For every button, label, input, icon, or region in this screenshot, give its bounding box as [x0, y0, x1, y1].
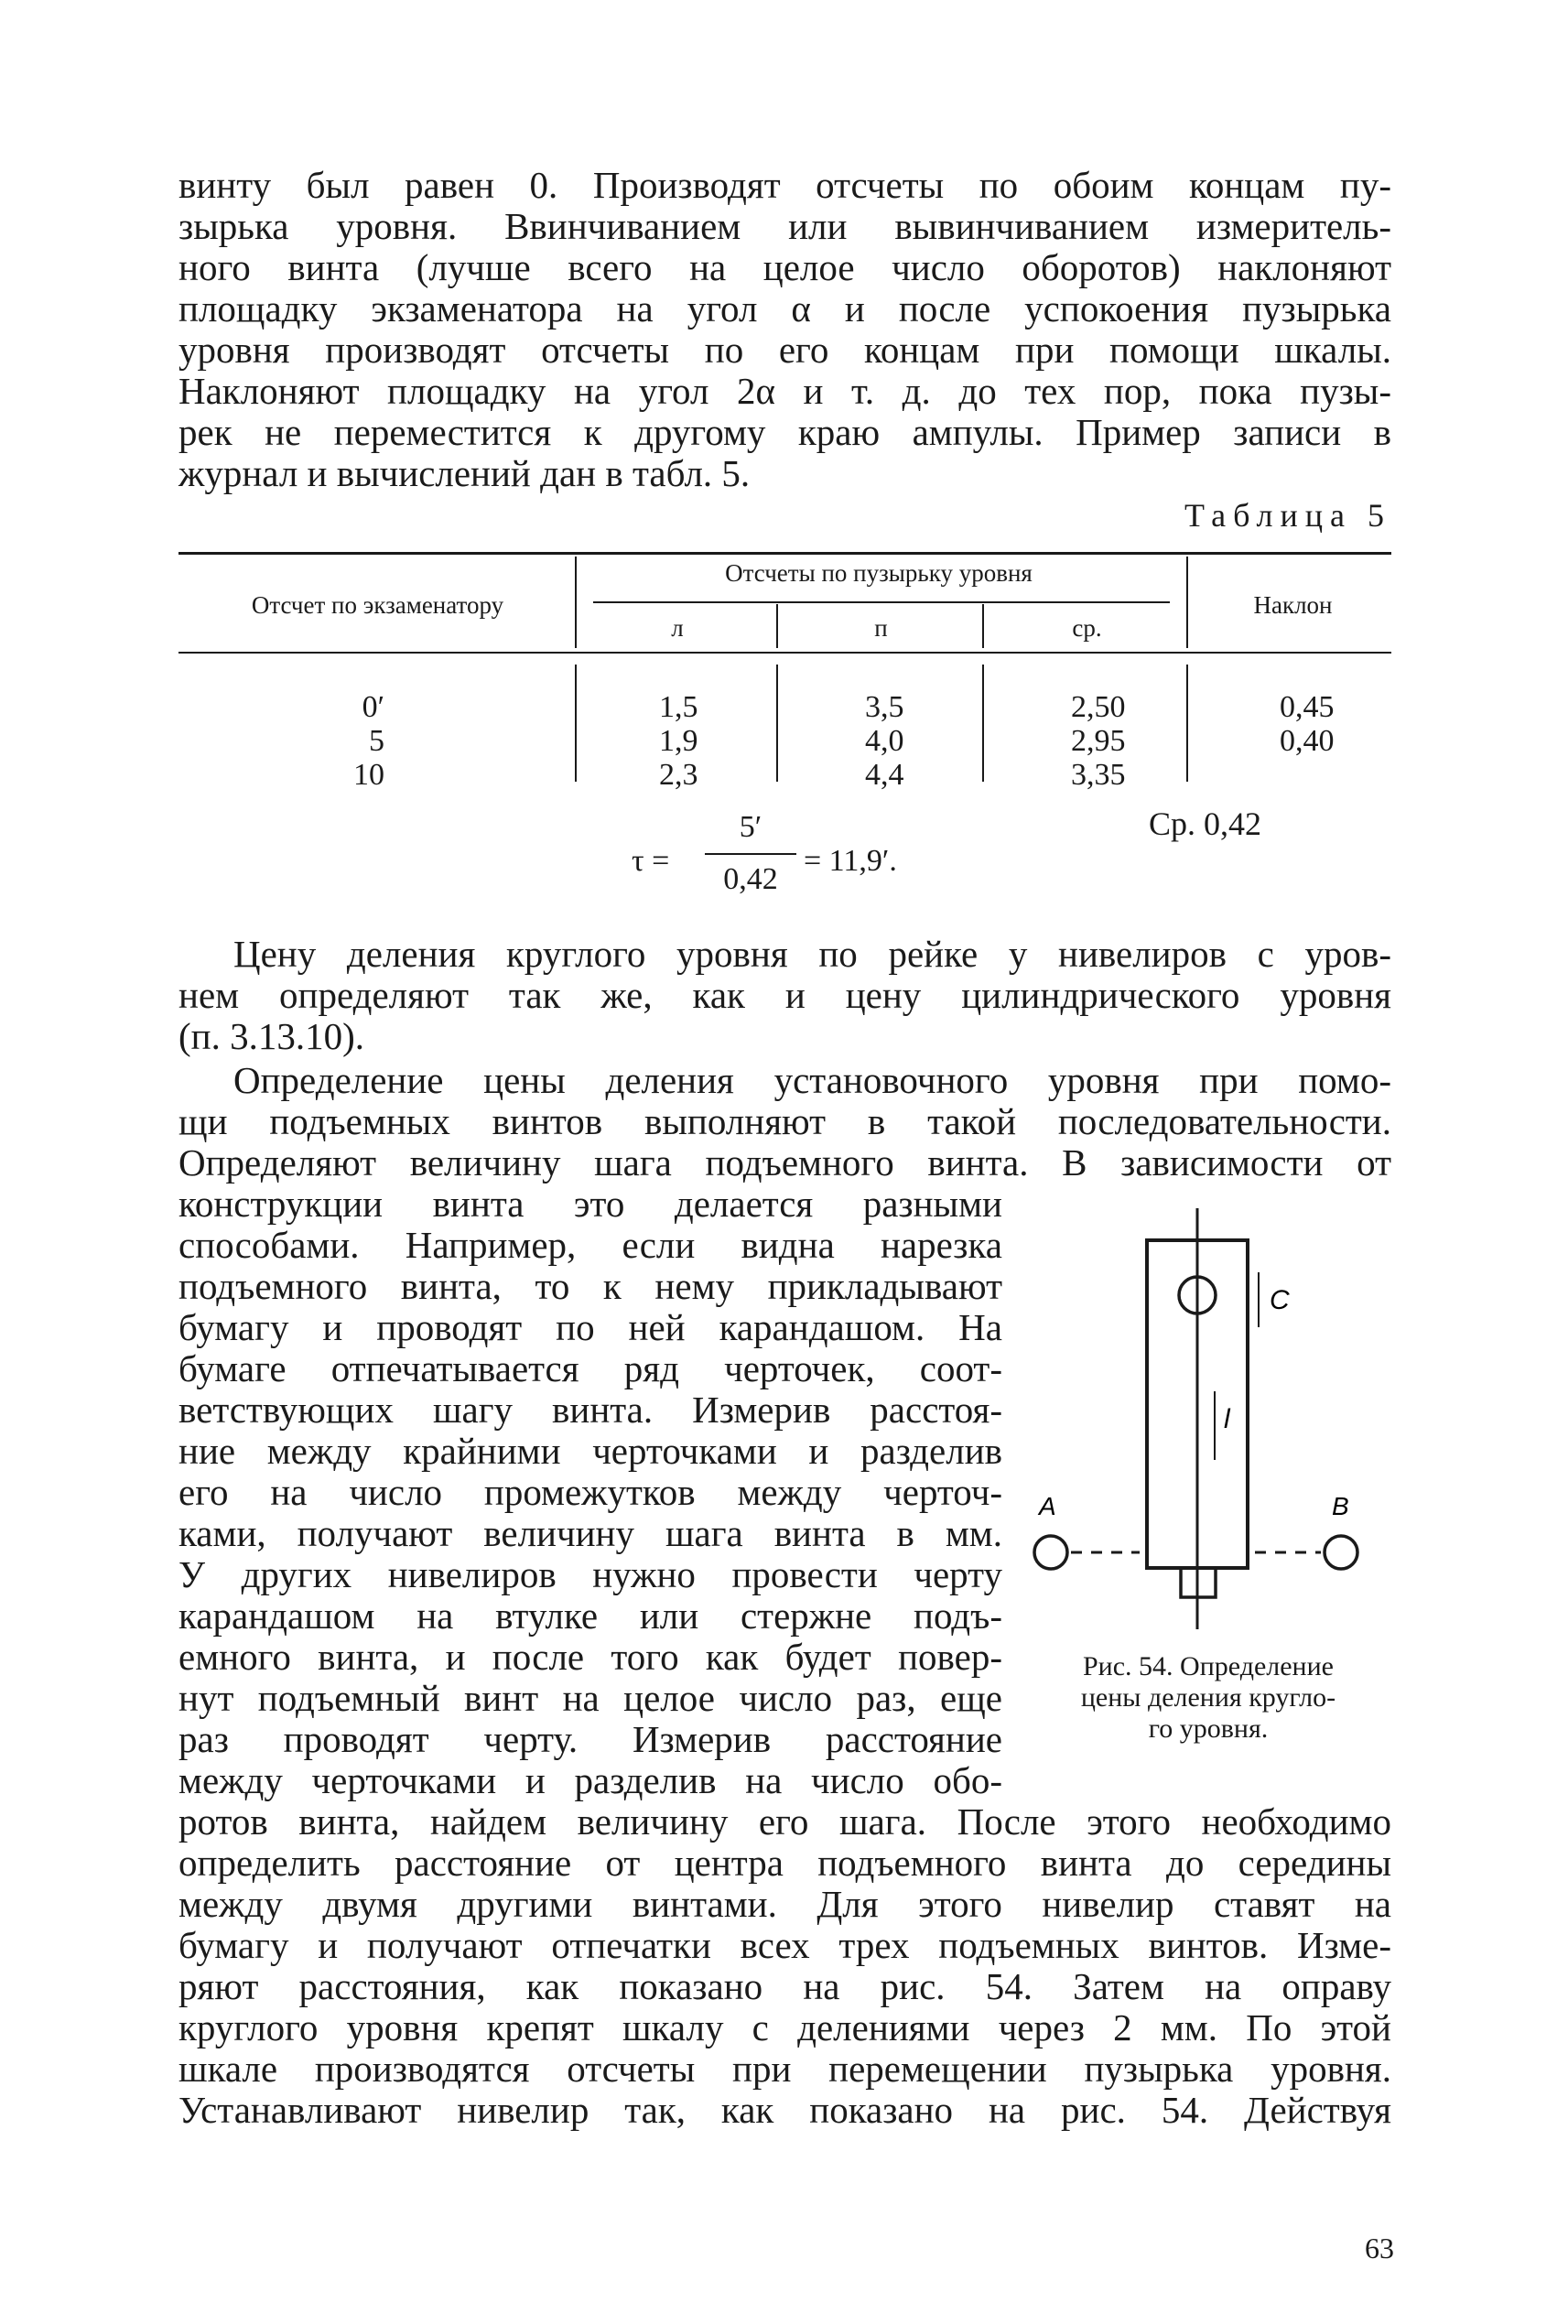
table-vline	[776, 604, 778, 648]
table-vline	[982, 665, 984, 782]
formula-lhs: τ =	[632, 844, 670, 878]
text-line: Определение цены деления установочного уровня при помо-	[233, 1059, 1391, 1101]
formula-denominator: 0,42	[723, 862, 778, 896]
intro-paragraph	[178, 165, 1391, 494]
text-line: площадку экзаменатора на угол α и после успокоения пузырька	[178, 287, 1391, 330]
text-line: между двумя другими винтами. Для этого нивелир ставят на	[178, 1883, 1391, 1925]
table-group-rule	[593, 601, 1170, 603]
text-line: бумагу и проводят по ней карандашом. На	[178, 1306, 1002, 1348]
table-cell: 0,45	[1280, 690, 1335, 724]
table-cell: 4,0	[865, 724, 904, 758]
text-line: уровня производят отсчеты по его концам при помощи шкалы.	[178, 329, 1391, 371]
text-line: его на число промежутков между черточ-	[178, 1471, 1002, 1513]
text-line: журнал и вычислений дан в табл. 5.	[178, 452, 751, 494]
figure-caption	[1025, 1651, 1391, 1745]
table-vline	[1186, 557, 1188, 648]
text-line: емного винта, и после того как будет повер-	[178, 1636, 1002, 1678]
formula-rhs: = 11,9′.	[804, 844, 897, 878]
text-line: ряют расстояния, как показано на рис. 54. Затем на оправу	[178, 1965, 1391, 2007]
text-line: винту был равен 0. Производят отсчеты по обоим концам пу-	[178, 164, 1391, 206]
text-line: ротов винта, найдем величину его шага. После этого необходимо	[178, 1800, 1391, 1843]
table-caption: Таблица 5	[1184, 497, 1391, 534]
text-line: конструкции винта это делается разными	[178, 1183, 1002, 1225]
text-line: Устанавливают нивелир так, как показано на рис. 54. Действуя	[178, 2089, 1391, 2131]
text-line: круглого уровня крепят шкалу с делениями через 2 мм. По этой	[178, 2006, 1391, 2048]
label-a: A	[1039, 1492, 1056, 1520]
text-line: зырька уровня. Ввинчиванием или вывинчиванием измеритель-	[178, 205, 1391, 247]
text-line: нут подъемный винт на целое число раз, еще	[178, 1677, 1002, 1719]
table-column-exam	[275, 690, 384, 792]
text-line: ветствующих шагу винта. Измерив расстоя-	[178, 1389, 1002, 1431]
text-line: шкале производятся отсчеты при перемещении пузырька уровня.	[178, 2048, 1391, 2090]
table-top-rule	[178, 552, 1391, 555]
table-cell: 0,40	[1280, 724, 1335, 758]
table-header-l: л	[671, 614, 684, 642]
text-line: карандашом на втулке или стержне подъ-	[178, 1594, 1002, 1637]
table-header-p: п	[874, 614, 888, 642]
caption-line: Рис. 54. Определение	[1083, 1651, 1334, 1681]
table-header-slope: Наклон	[1253, 591, 1333, 619]
screw-b-circle	[1325, 1536, 1357, 1569]
caption-line: цены деления кругло-	[1080, 1682, 1336, 1713]
paragraph-round-level	[178, 934, 1391, 1057]
text-line: ного винта (лучше всего на целое число оборотов) наклоняют	[178, 246, 1391, 288]
table-header-rule	[178, 652, 1391, 654]
table-cell: 2,3	[659, 758, 698, 792]
text-line: Цену деления круглого уровня по рейке у нивелиров с уров-	[233, 933, 1391, 975]
label-c: C	[1270, 1285, 1290, 1315]
table-header-group: Отсчеты по пузырьку уровня	[725, 559, 1033, 587]
table-vline	[776, 665, 778, 782]
text-line: определить расстояние от центра подъемного винта до середины	[178, 1842, 1391, 1884]
table-column-sr	[1071, 690, 1153, 792]
text-line: У других нивелиров нужно провести черту	[178, 1553, 1002, 1595]
text-line: Наклоняют площадку на угол 2α и т. д. до тех пор, пока пузы-	[178, 370, 1391, 412]
table-cell: 0′	[362, 690, 384, 724]
table-vline	[982, 604, 984, 648]
text-line: ками, получают величину шага винта в мм.	[178, 1512, 1002, 1554]
text-line: (п. 3.13.10).	[178, 1015, 364, 1057]
label-b: B	[1332, 1492, 1349, 1520]
table-cell: 1,5	[659, 690, 698, 724]
table-column-p	[865, 690, 938, 792]
table-cell: 5	[369, 724, 384, 758]
text-line: ние между крайними черточками и разделив	[178, 1430, 1002, 1472]
text-line: щи подъемных винтов выполняют в такой последовательности.	[178, 1100, 1391, 1142]
text-line: рек не переместится к другому краю ампулы. Пример записи в	[178, 411, 1391, 453]
table-cell: 1,9	[659, 724, 698, 758]
fraction-bar	[705, 853, 796, 855]
table-cell: 4,4	[865, 758, 904, 792]
table-cell: 2,95	[1071, 724, 1126, 758]
paragraph-setting-level	[178, 1060, 1391, 1184]
table-vline	[575, 665, 577, 782]
table-cell: 10	[353, 758, 384, 792]
table-cell: 2,50	[1071, 690, 1126, 724]
screw-a-circle	[1034, 1536, 1067, 1569]
table-average: Ср. 0,42	[1149, 805, 1262, 842]
label-l: l	[1224, 1404, 1230, 1434]
text-line: между черточками и разделив на число обо-	[178, 1759, 1002, 1801]
text-line: бумаге отпечатывается ряд черточек, соот-	[178, 1347, 1002, 1389]
table-header-sr: ср.	[1072, 614, 1102, 642]
table-vline	[575, 557, 577, 648]
caption-line: го уровня.	[1148, 1713, 1269, 1744]
paragraph-tail	[178, 1801, 1391, 2131]
table-column-l	[659, 690, 732, 792]
table-column-slope	[1280, 690, 1362, 758]
text-line: раз проводят черту. Измерив расстояние	[178, 1718, 1002, 1760]
text-line: подъемного винта, то к нему прикладывают	[178, 1265, 1002, 1307]
formula-numerator: 5′	[739, 810, 762, 844]
table-cell: 3,35	[1071, 758, 1126, 792]
text-line: бумагу и получают отпечатки всех трех подъемных винтов. Изме-	[178, 1924, 1391, 1966]
table-header-exam: Отсчет по экзаменатору	[251, 591, 504, 619]
table-cell: 3,5	[865, 690, 904, 724]
text-line: способами. Например, если видна нарезка	[178, 1224, 1002, 1266]
text-line: Определяют величину шага подъемного винта. В зависимости от	[178, 1141, 1391, 1184]
paragraph-wrapped	[178, 1184, 1002, 1801]
page-number: 63	[1365, 2232, 1394, 2265]
text-line: нем определяют так же, как и цену цилиндрического уровня	[178, 974, 1391, 1016]
figure-54-diagram	[1021, 1208, 1396, 1648]
table-vline	[1186, 665, 1188, 782]
